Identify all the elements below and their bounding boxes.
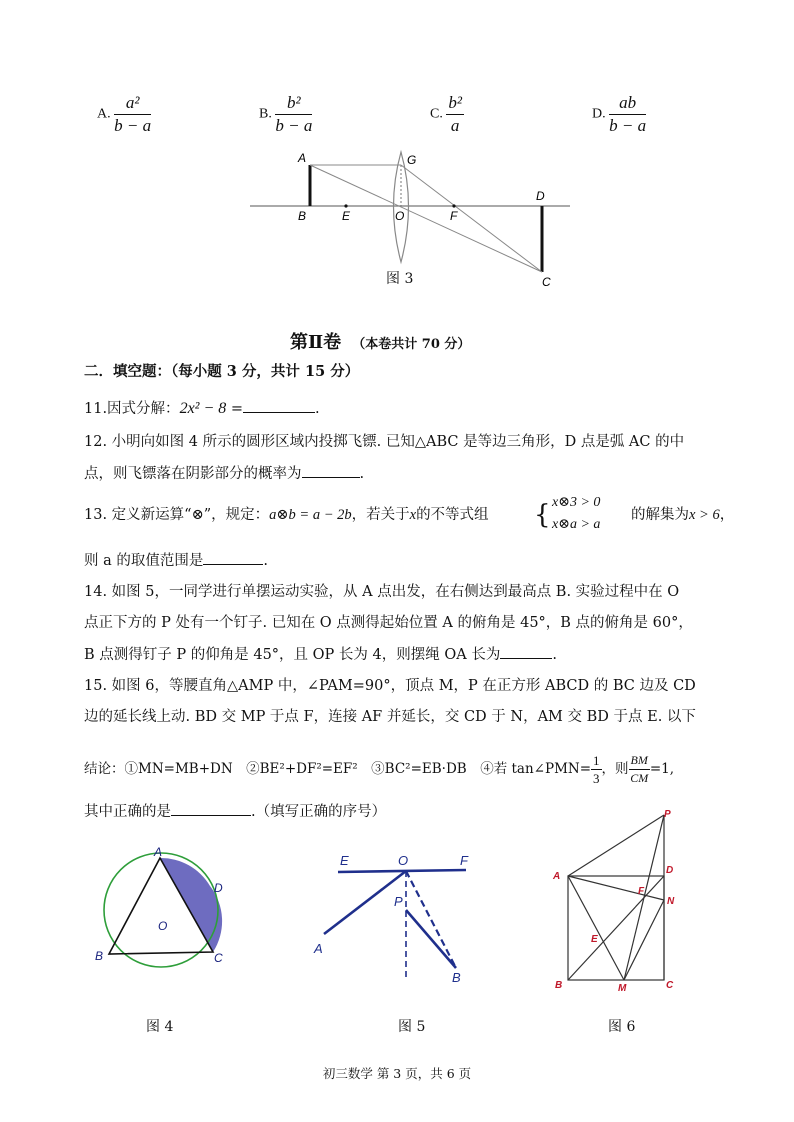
label-a: A <box>154 846 163 859</box>
q13-text-b: ，若关于 <box>351 507 410 523</box>
label-d: D <box>214 881 223 895</box>
page-footer: 初三数学 第 3 页，共 6 页 <box>322 1066 472 1081</box>
label-f: F <box>450 209 458 223</box>
option-a <box>97 92 151 137</box>
option-fraction: $\frac{\text{a²}}{b - a}$ <box>114 93 152 135</box>
option-d <box>592 92 646 137</box>
part2-heading: 二．填空题：（每小题 3 分，共计 15 分） <box>84 363 360 380</box>
ray-gc <box>401 165 542 272</box>
option-fraction: $\frac{ab}{b - a}$ <box>609 93 647 135</box>
label-p: P <box>394 894 403 909</box>
option-label: B. <box>259 106 272 122</box>
q13-brace: { <box>534 500 551 530</box>
q13-text-a: 13. 定义新运算“⊗”，规定： <box>84 507 270 523</box>
q13-comma: ， <box>719 507 735 523</box>
shaded-region <box>160 858 222 952</box>
q11-equals: = <box>226 401 244 417</box>
label-o: O <box>398 853 409 868</box>
label-o: O <box>158 919 168 933</box>
label-m: M <box>618 983 627 994</box>
answer-blank <box>500 644 552 659</box>
label-c: C <box>214 951 223 965</box>
label-b: B <box>555 980 563 991</box>
q11-expression: 2x² − 8 <box>179 400 227 417</box>
section-title-text: 第Ⅱ卷 <box>290 332 342 353</box>
label-o: O <box>395 209 405 223</box>
question-15-line2: 边的延长线上动. BD 交 MP 于点 F，连接 AF 并延长，交 CD 于 N，AM 交 BD 于点 E. 以下 <box>84 709 696 725</box>
q15-conclusions: 结论：①MN=MB+DN ②BE²+DF²=EF² ③BC²=EB·DB ④若 tan∠PMN= <box>84 761 592 777</box>
figure-5-caption: 图 5 <box>398 1019 426 1035</box>
figure-6-caption: 图 6 <box>608 1019 636 1035</box>
section-title <box>290 328 470 354</box>
figure-4-caption: 图 4 <box>146 1019 174 1035</box>
ceiling-ef <box>338 870 466 872</box>
label-e: E <box>340 853 349 868</box>
label-c: C <box>542 275 551 289</box>
label-b: B <box>298 209 307 223</box>
answer-blank <box>302 463 360 478</box>
question-15-line4 <box>84 801 386 822</box>
label-b: B <box>452 970 461 985</box>
q15-fraction-2: $\frac{BM}{CM}$ <box>630 753 649 785</box>
q13-inequality-1: x⊗3 > 0 <box>552 495 601 510</box>
rope-pb <box>406 910 456 968</box>
q13-system <box>552 492 600 536</box>
q15-text-equals: =1, <box>649 761 675 777</box>
question-13-line1 <box>84 505 489 525</box>
q15-text: 其中正确的是 <box>84 804 171 820</box>
q13-variable: x <box>409 507 417 523</box>
point-f <box>452 204 455 207</box>
option-label: A. <box>97 106 111 122</box>
label-f: F <box>460 853 468 868</box>
q15-instruction: .（填写正确的序号） <box>251 804 387 820</box>
label-d: D <box>536 189 545 203</box>
answer-blank <box>171 801 251 816</box>
question-15-line3 <box>84 752 674 787</box>
question-11 <box>84 398 320 419</box>
line-an <box>568 876 664 900</box>
option-label: C. <box>430 106 443 122</box>
question-14-line3 <box>84 644 557 665</box>
question-15-line1: 15. 如图 6，等腰直角△AMP 中，∠PAM=90°，顶点 M，P 在正方形 ABCD 的 BC 边及 CD <box>84 678 696 694</box>
option-fraction: $\frac{\text{b²}}{a}$ <box>448 93 462 135</box>
label-g: G <box>407 153 417 167</box>
q14-period: . <box>552 647 557 663</box>
question-12-line2 <box>84 463 364 484</box>
q11-text: 11.因式分解： <box>84 401 180 417</box>
q15-text-then: ，则 <box>601 761 629 777</box>
label-f: F <box>638 886 645 897</box>
question-14-line1: 14. 如图 5，一同学进行单摆运动实验，从 A 点出发，在右侧达到最高点 B. 实验过程中在 O <box>84 584 680 600</box>
line-ap <box>568 815 664 876</box>
q12-period: . <box>359 466 365 482</box>
q13-text-d: 的解集为 <box>631 507 689 523</box>
q13-text-c: 的不等式组 <box>416 507 489 523</box>
label-c: C <box>666 980 674 991</box>
figure-3-caption: 图 3 <box>386 271 414 287</box>
q13-inequality-2: x⊗a > a <box>552 517 601 532</box>
q13-definition: a⊗b = a − 2b <box>269 507 352 523</box>
question-13-line2 <box>84 550 268 571</box>
point-e <box>344 204 347 207</box>
answer-blank <box>203 550 263 565</box>
option-fraction: $\frac{\text{b²}}{b - a}$ <box>275 93 313 135</box>
question-14-line2: 点正下方的 P 处有一个钉子. 已知在 O 点测得起始位置 A 的俯角是 45°，B 点的俯角是 60°， <box>84 615 693 631</box>
label-n: N <box>667 896 675 907</box>
q15-fraction-1: $\frac{1}{3}$ <box>593 753 600 786</box>
option-b <box>259 92 312 137</box>
option-label: D. <box>592 106 606 122</box>
label-d: D <box>666 865 674 876</box>
figure-4 <box>92 846 240 972</box>
q13-period: . <box>263 553 268 569</box>
q14-text: B 点测得钉子 P 的仰角是 45°，且 OP 长为 4，则摆绳 OA 长为 <box>84 647 501 663</box>
section-note: （本卷共计 70 分） <box>352 337 471 352</box>
figure-5 <box>310 850 480 990</box>
label-p: P <box>664 809 671 820</box>
q13-text-e: 则 a 的取值范围是 <box>84 553 204 569</box>
label-e: E <box>342 209 351 223</box>
figure-6 <box>548 806 688 994</box>
label-a: A <box>553 871 561 882</box>
line-mp <box>624 815 664 980</box>
label-b: B <box>95 949 104 963</box>
q13-solution: x > 6 <box>689 507 720 523</box>
q11-period: . <box>315 401 320 417</box>
q12-text: 点，则飞镖落在阴影部分的概率为 <box>84 466 302 482</box>
label-e: E <box>591 934 598 945</box>
option-c <box>430 92 464 137</box>
question-12-line1: 12. 小明向如图 4 所示的圆形区域内投掷飞镖. 已知△ABC 是等边三角形，D 点是弧 AC 的中 <box>84 434 685 450</box>
label-a: A <box>298 151 307 165</box>
question-13-tail <box>631 505 734 525</box>
answer-blank <box>243 398 315 413</box>
label-a: A <box>314 941 323 956</box>
